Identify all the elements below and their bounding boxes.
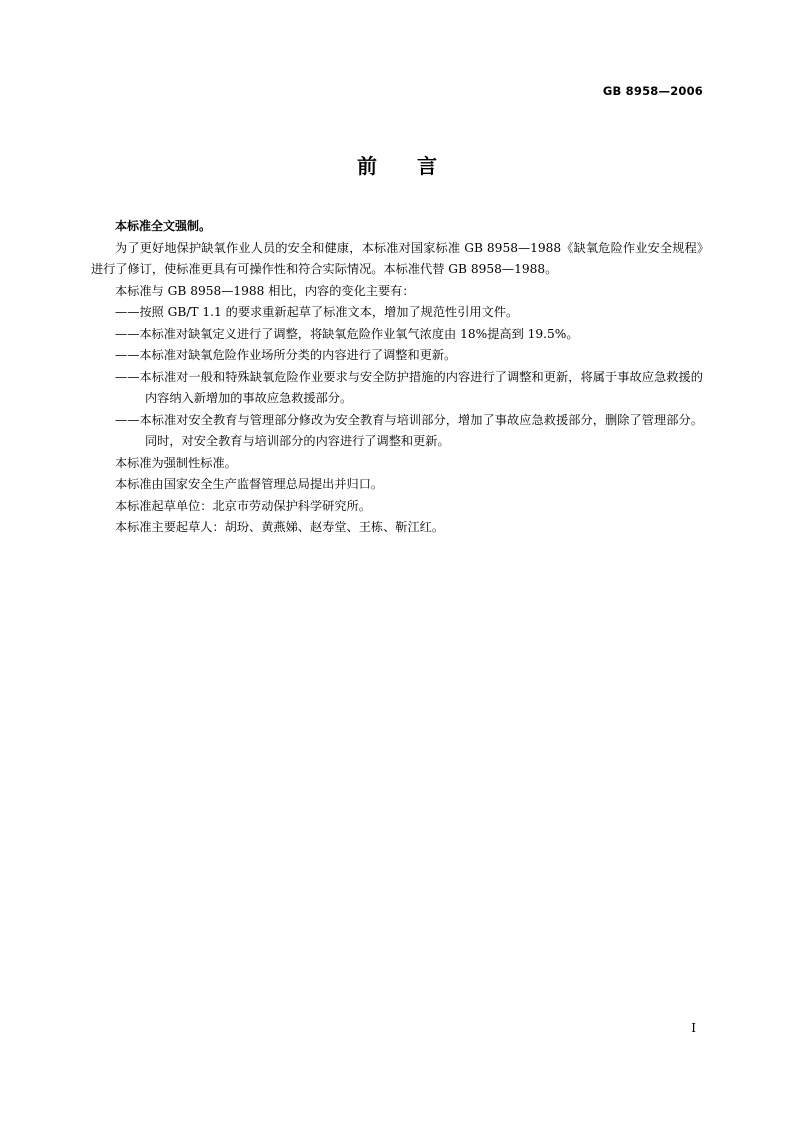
paragraph-mandatory: 本标准全文强制。 [115, 219, 212, 233]
change-item-1: ——按照 GB/T 1.1 的要求重新起草了标准文本，增加了规范性引用文件。 [115, 305, 519, 319]
paragraph-drafters: 本标准主要起草人：胡玢、黄燕娣、赵寿堂、王栋、靳江红。 [115, 520, 445, 534]
paragraph-compulsory: 本标准为强制性标准。 [115, 455, 237, 470]
paragraph-purpose: 为了更好地保护缺氧作业人员的安全和健康，本标准对国家标准 GB 8958—1988《缺氧危险作业安全规程》进行了修订，使标准更具有可操作性和符合实际情况。本标准代替 GB 8958—1988。 [91, 240, 703, 276]
page-title: 前言 [357, 154, 477, 178]
foreword-body [91, 216, 703, 539]
paragraph-drafting-unit: 本标准起草单位：北京市劳动保护科学研究所。 [115, 498, 371, 513]
change-item-4: ——本标准对一般和特殊缺氧危险作业要求与安全防护措施的内容进行了调整和更新，将属于事故应急救援的内容纳入新增加的事故应急救援部分。 [115, 369, 703, 405]
paragraph-proposer: 本标准由国家安全生产监督管理总局提出并归口。 [115, 477, 384, 491]
standard-code: GB 8958—2006 [602, 84, 703, 98]
change-item-3: ——本标准对缺氧危险作业场所分类的内容进行了调整和更新。 [115, 348, 457, 362]
page-number: I [691, 1021, 696, 1035]
change-item-2: ——本标准对缺氧定义进行了调整，将缺氧危险作业氧气浓度由 18%提高到 19.5%。 [115, 326, 579, 341]
paragraph-changes-intro: 本标准与 GB 8958—1988 相比，内容的变化主要有： [115, 283, 415, 298]
change-item-5: ——本标准对安全教育与管理部分修改为安全教育与培训部分，增加了事故应急救援部分，删除了管理部分。同时，对安全教育与培训部分的内容进行了调整和更新。 [115, 412, 703, 448]
